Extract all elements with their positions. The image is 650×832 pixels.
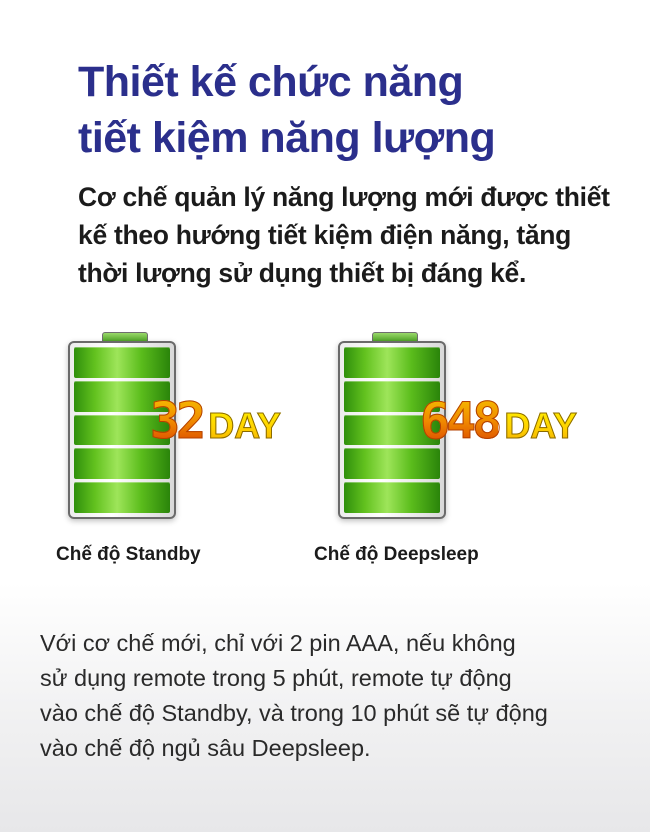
battery-cell — [74, 347, 170, 378]
deepsleep-mode-label: Chế độ Deepsleep — [314, 544, 479, 565]
battery-cell — [344, 448, 440, 479]
lead-paragraph — [78, 178, 638, 292]
battery-cell — [74, 448, 170, 479]
deepsleep-days — [420, 392, 577, 450]
lead-line-3: thời lượng sử dụng thiết bị đáng kể. — [78, 258, 527, 288]
note-line-3: vào chế độ Standby, và trong 10 phút sẽ tự động — [40, 700, 548, 726]
note-paragraph — [40, 626, 640, 766]
battery-cell — [344, 347, 440, 378]
deepsleep-days-number: 648 — [420, 392, 499, 450]
standby-mode-label: Chế độ Standby — [56, 544, 201, 565]
standby-days — [150, 392, 281, 450]
note-line-1: Với cơ chế mới, chỉ với 2 pin AAA, nếu không — [40, 630, 516, 656]
standby-days-number: 32 — [150, 392, 203, 450]
page-title-line-2: tiết kiệm năng lượng — [78, 114, 496, 162]
lead-line-2: kế theo hướng tiết kiệm điện năng, tăng — [78, 220, 572, 250]
battery-cell — [74, 482, 170, 513]
standby-days-unit: DAY — [208, 405, 281, 446]
deepsleep-days-unit: DAY — [504, 405, 578, 446]
page-title — [78, 54, 495, 166]
page-title-line-1: Thiết kế chức năng — [78, 58, 464, 106]
note-line-4: vào chế độ ngủ sâu Deepsleep. — [40, 735, 371, 761]
note-line-2: sử dụng remote trong 5 phút, remote tự động — [40, 665, 512, 691]
battery-cell — [344, 482, 440, 513]
lead-line-1: Cơ chế quản lý năng lượng mới được thiết — [78, 182, 610, 212]
